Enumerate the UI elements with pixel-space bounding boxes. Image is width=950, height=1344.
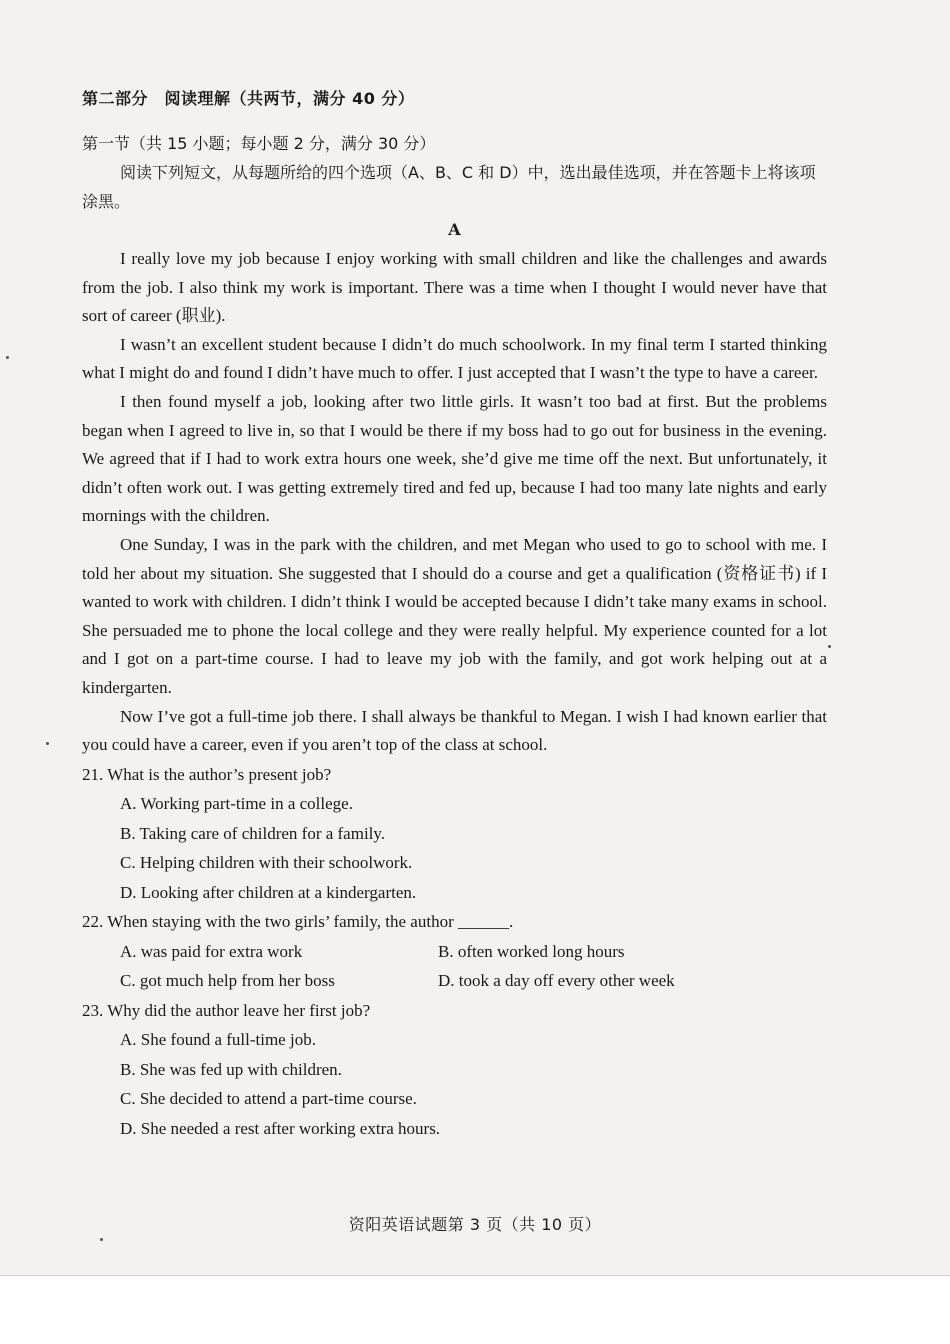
- option-b: B. often worked long hours: [438, 941, 625, 961]
- option-a: A. She found a full-time job.: [120, 1030, 316, 1050]
- option-a: A. was paid for extra work: [120, 941, 303, 961]
- question-stem: 23. Why did the author leave her first job?: [82, 1000, 371, 1020]
- passage-body: [82, 245, 827, 760]
- scan-speck: [46, 742, 49, 745]
- question-22: [82, 907, 827, 996]
- option-c: C. She decided to attend a part-time course.: [120, 1089, 417, 1109]
- question-21: [82, 760, 827, 908]
- scan-speck: [6, 356, 9, 359]
- option-grid: [120, 937, 827, 996]
- passage-label: A: [448, 220, 461, 239]
- passage-paragraph-3: I then found myself a job, looking after two little girls. It wasn’t too bad at first. But the problems began when I agreed to live in, so that I would be there if my boss had to go out for business in the evening. We agreed that if I had to work extra hours one week, she’d give me time off the next. But unfortunately, it didn’t often work out. I was getting extremely tired and fed up, because I had too many late nights and early mornings with the children.: [82, 391, 827, 526]
- question-23: [82, 996, 827, 1144]
- option-a: A. Working part-time in a college.: [120, 794, 353, 814]
- option-b: B. Taking care of children for a family.: [120, 823, 386, 843]
- question-stem: 22. When staying with the two girls’ family, the author ______.: [82, 912, 514, 932]
- passage-paragraph-2: I wasn’t an excellent student because I didn’t do much schoolwork. In my final term I started thinking what I might do and found I didn’t have much to offer. I just accepted that I wasn’t the type to have a career.: [82, 334, 827, 383]
- passage-paragraph-4: One Sunday, I was in the park with the children, and met Megan who used to go to school with me. I told her about my situation. She suggested that I should do a course and get a qualification (资格证书) if I wanted to work with children. I didn’t think I would be accepted because I didn’t take many exams in school. She persuaded me to phone the local college and they were really helpful. My experience counted for a lot and I got on a part-time course. I had to leave my job with the family, and got work helping out at a kindergarten.: [82, 534, 827, 697]
- option-c: C. Helping children with their schoolwork.: [120, 853, 413, 873]
- passage-paragraph-1: I really love my job because I enjoy working with small children and like the challenges and awards from the job. I also think my work is important. There was a time when I thought I would never have that sort of career (职业).: [82, 249, 827, 326]
- section-title: 第二部分 阅读理解（共两节，满分 40 分）: [82, 89, 415, 108]
- page-footer: 资阳英语试题第 3 页（共 10 页）: [348, 1215, 602, 1234]
- passage-paragraph-5: Now I’ve got a full-time job there. I shall always be thankful to Megan. I wish I had known earlier that you could have a career, even if you aren’t top of the class at school.: [82, 706, 827, 755]
- option-c: C. got much help from her boss: [120, 971, 335, 991]
- scan-speck: [828, 645, 831, 648]
- option-d: D. took a day off every other week: [438, 971, 675, 991]
- instructions: 阅读下列短文，从每题所给的四个选项（A、B、C 和 D）中，选出最佳选项，并在答题卡上将该项涂黑。: [82, 163, 816, 211]
- subsection-title: 第一节（共 15 小题；每小题 2 分，满分 30 分）: [82, 134, 436, 153]
- question-stem: 21. What is the author’s present job?: [82, 764, 332, 784]
- page-content: [82, 86, 827, 1143]
- option-d: D. Looking after children at a kindergarten.: [120, 882, 417, 902]
- option-d: D. She needed a rest after working extra hours.: [120, 1118, 441, 1138]
- option-b: B. She was fed up with children.: [120, 1059, 342, 1079]
- scan-speck: [100, 1238, 103, 1241]
